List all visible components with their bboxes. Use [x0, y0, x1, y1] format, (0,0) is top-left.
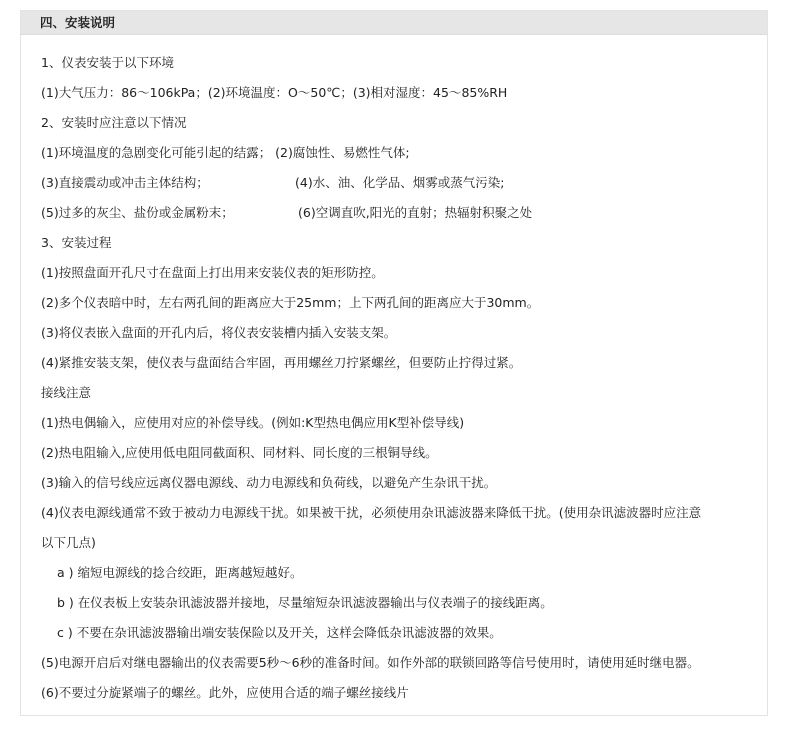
- text-line: (3)直接震动或冲击主体结构； (4)水、油、化学品、烟雾或蒸气污染;: [41, 175, 505, 190]
- text-line: (1)环境温度的急剧变化可能引起的结露； (2)腐蚀性、易燃性气体;: [41, 145, 410, 160]
- text-line: (6)不要过分旋紧端子的螺丝。此外，应使用合适的端子螺丝接线片: [41, 685, 409, 700]
- text-line: (1)按照盘面开孔尺寸在盘面上打出用来安装仪表的矩形防控。: [41, 265, 384, 280]
- text-line: 以下几点): [41, 535, 96, 550]
- text-line: (2)多个仪表暗中时，左右两孔间的距离应大于25mm；上下两孔间的距离应大于30mm。: [41, 295, 540, 310]
- text-line: (1)热电偶输入，应使用对应的补偿导线。(例如:K型热电偶应用K型补偿导线): [41, 415, 465, 430]
- text-line: (4)仪表电源线通常不致于被动力电源线干扰。如果被干扰，必须使用杂讯滤波器来降低干扰。(使用杂讯滤波器时应注意: [41, 505, 702, 520]
- text-line: (2)热电阻输入,应使用低电阻同截面积、同材料、同长度的三根铜导线。: [41, 445, 438, 460]
- text-line: 1、仪表安装于以下环境: [41, 55, 174, 70]
- text-line: (3)将仪表嵌入盘面的开孔内后，将仪表安装槽内插入安装支架。: [41, 325, 397, 340]
- text-line: b ) 在仪表板上安装杂讯滤波器并接地，尽量缩短杂讯滤波器输出与仪表端子的接线距离。: [57, 595, 553, 610]
- text-line: (5)过多的灰尘、盐份或金属粉末； (6)空调直吹,阳光的直射；热辐射积聚之处: [41, 205, 533, 220]
- text-line: (5)电源开启后对继电器输出的仪表需要5秒～6秒的准备时间。如作外部的联锁回路等信号使用时，请使用延时继电器。: [41, 655, 700, 670]
- text-line: 接线注意: [41, 385, 92, 400]
- section-header: 四、安装说明: [21, 11, 767, 35]
- text-line: 2、安装时应注意以下情况: [41, 115, 187, 130]
- text-line: 3、安装过程: [41, 235, 112, 250]
- install-instructions-panel: [20, 10, 768, 716]
- text-line: a ) 缩短电源线的捻合绞距，距离越短越好。: [57, 565, 303, 580]
- text-line: (4)紧推安装支架，使仪表与盘面结合牢固，再用螺丝刀拧紧螺丝，但要防止拧得过紧。: [41, 355, 522, 370]
- text-line: c ) 不要在杂讯滤波器输出端安装保险以及开关，这样会降低杂讯滤波器的效果。: [57, 625, 502, 640]
- text-line: (3)输入的信号线应远离仪器电源线、动力电源线和负荷线，以避免产生杂讯干扰。: [41, 475, 497, 490]
- text-line: (1)大气压力：86～106kPa；(2)环境温度：O～50℃；(3)相对湿度：45～85%RH: [41, 85, 508, 100]
